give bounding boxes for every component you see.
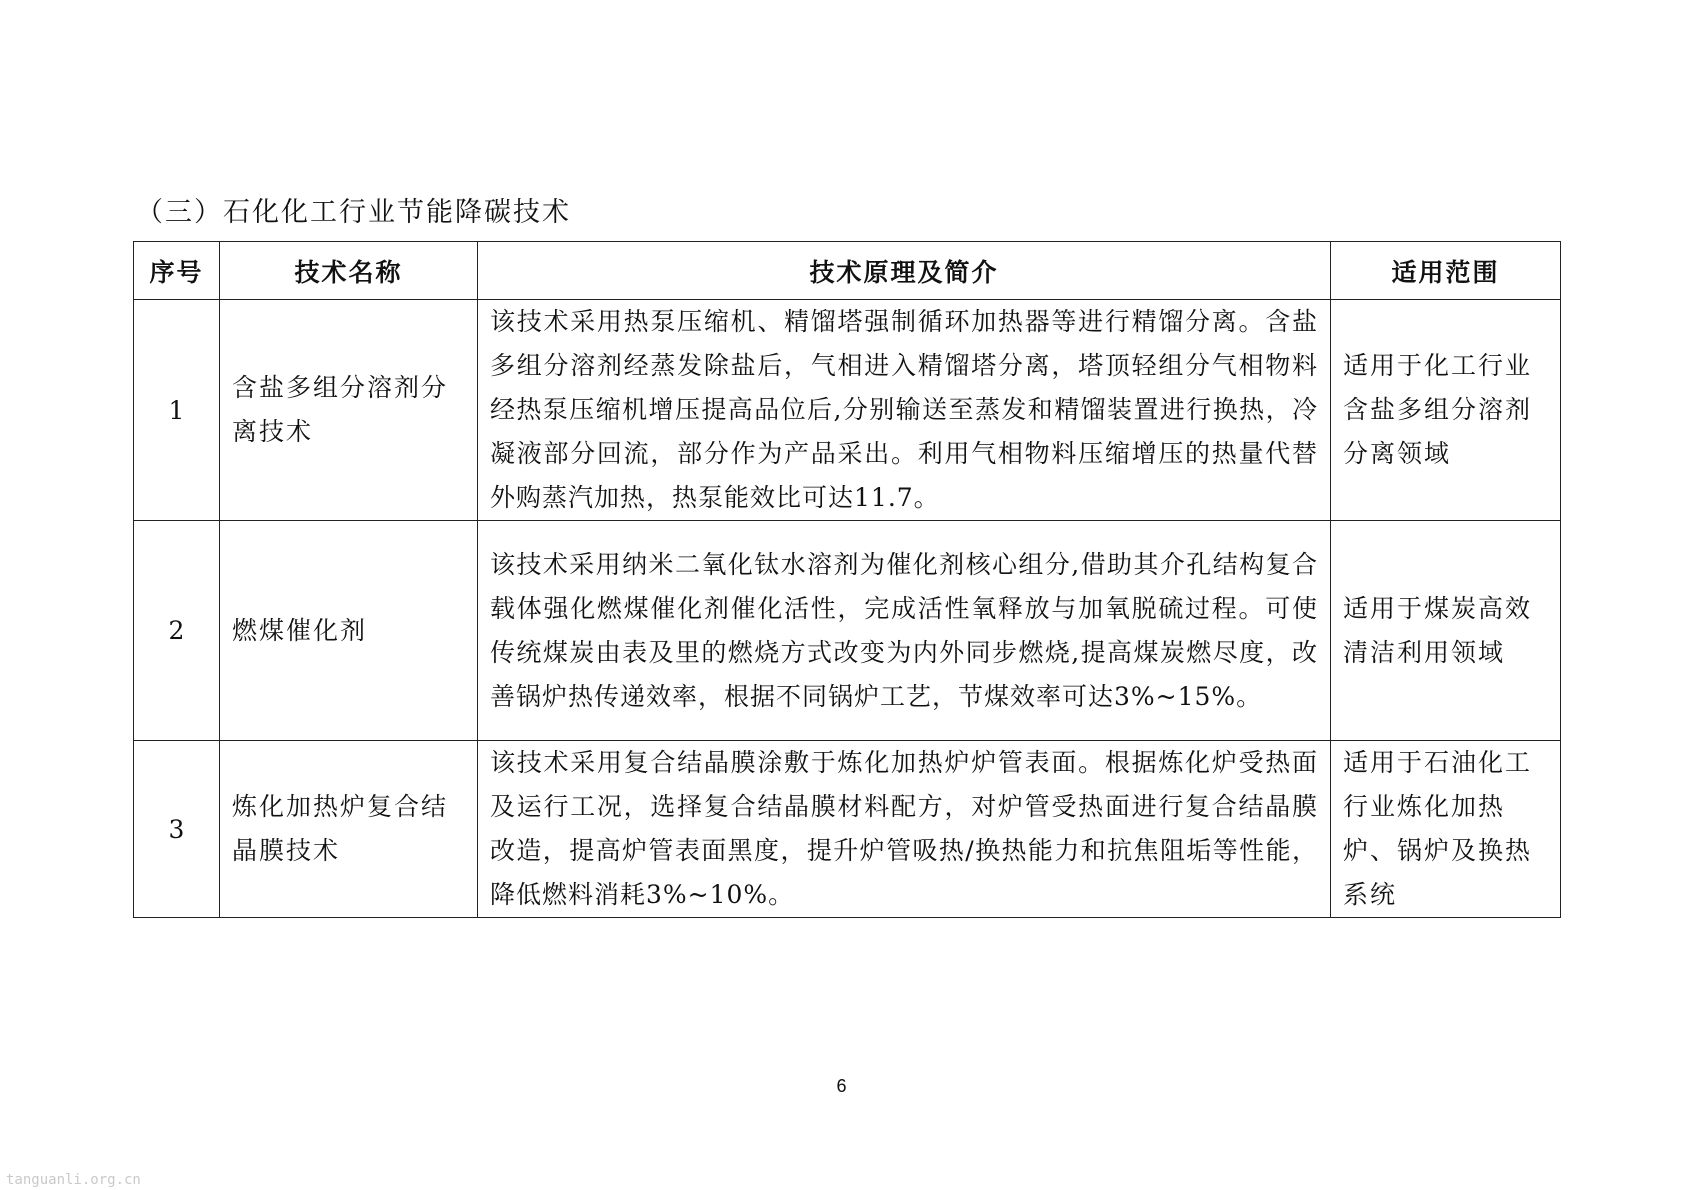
applicable-scope: 适用于煤炭高效清洁利用领域: [1331, 521, 1561, 741]
technology-name: 炼化加热炉复合结晶膜技术: [220, 741, 478, 918]
technology-description: 该技术采用纳米二氧化钛水溶剂为催化剂核心组分,借助其介孔结构复合载体强化燃煤催化剂催化活性，完成活性氧释放与加氧脱硫过程。可使传统煤炭由表及里的燃烧方式改变为内外同步燃烧,提高煤炭燃尽度，改善锅炉热传递效率，根据不同锅炉工艺，节煤效率可达3%~15%。: [478, 521, 1331, 741]
applicable-scope: 适用于化工行业含盐多组分溶剂分离领域: [1331, 300, 1561, 521]
row-number: 1: [134, 300, 220, 521]
applicable-scope: 适用于石油化工行业炼化加热炉、锅炉及换热系统: [1331, 741, 1561, 918]
technology-table: [133, 241, 1561, 918]
table-row: [134, 741, 1561, 918]
table-header-row: [134, 242, 1561, 300]
table-row: [134, 521, 1561, 741]
header-description: 技术原理及简介: [478, 242, 1331, 300]
watermark: tanguanli.org.cn: [6, 1172, 141, 1188]
table-row: [134, 300, 1561, 521]
header-no: 序号: [134, 242, 220, 300]
technology-description: 该技术采用复合结晶膜涂敷于炼化加热炉炉管表面。根据炼化炉受热面及运行工况，选择复合结晶膜材料配方，对炉管受热面进行复合结晶膜改造，提高炉管表面黑度，提升炉管吸热/换热能力和抗焦阻垢等性能，降低燃料消耗3%~10%。: [478, 741, 1331, 918]
section-title: （三）石化化工行业节能降碳技术: [136, 197, 571, 228]
row-number: 3: [134, 741, 220, 918]
page-number: 6: [836, 1076, 847, 1096]
technology-name: 燃煤催化剂: [220, 521, 478, 741]
technology-name: 含盐多组分溶剂分离技术: [220, 300, 478, 521]
technology-description: 该技术采用热泵压缩机、精馏塔强制循环加热器等进行精馏分离。含盐多组分溶剂经蒸发除盐后，气相进入精馏塔分离，塔顶轻组分气相物料经热泵压缩机增压提高品位后,分别输送至蒸发和精馏装置进行换热，冷凝液部分回流，部分作为产品采出。利用气相物料压缩增压的热量代替外购蒸汽加热，热泵能效比可达11.7。: [478, 300, 1331, 521]
row-number: 2: [134, 521, 220, 741]
header-scope: 适用范围: [1331, 242, 1561, 300]
header-name: 技术名称: [220, 242, 478, 300]
